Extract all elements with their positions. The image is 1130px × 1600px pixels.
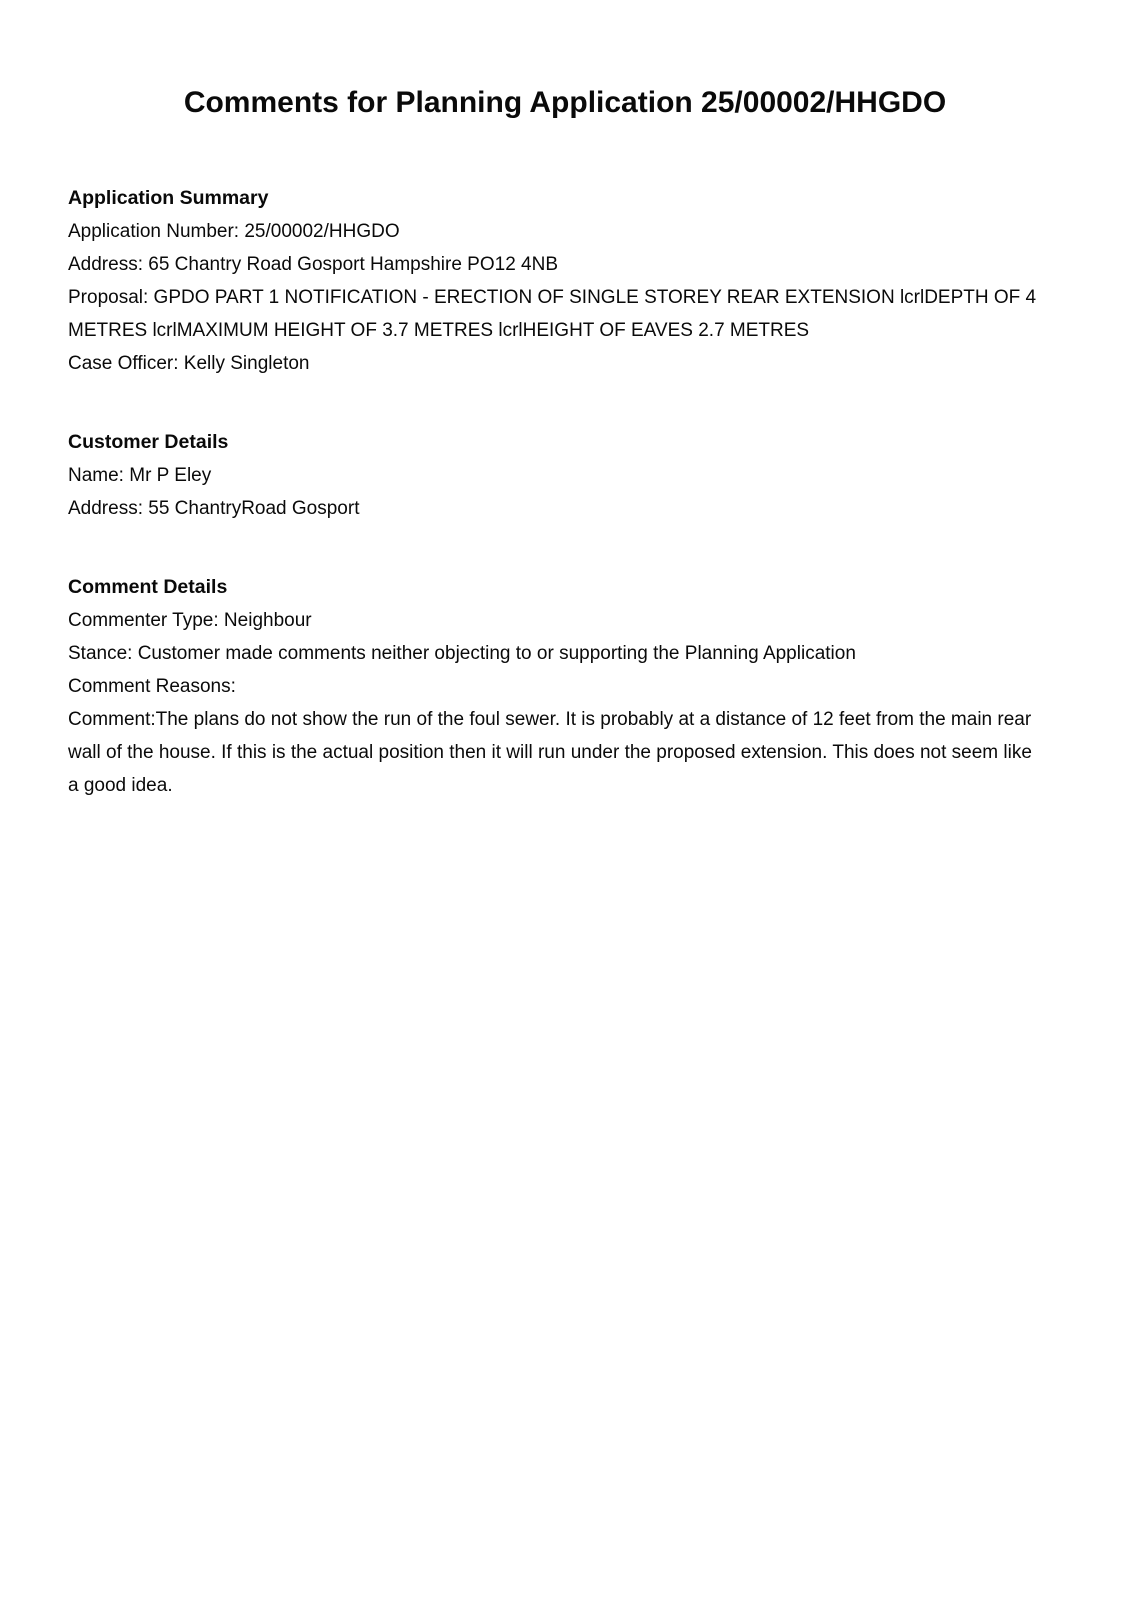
- section-comment-details: [68, 571, 1043, 802]
- application-number-line: Application Number: 25/00002/HHGDO: [68, 221, 400, 242]
- page-title: Comments for Planning Application 25/00002/HHGDO: [183, 86, 947, 119]
- stance-line: Stance: Customer made comments neither objecting to or supporting the Planning Application: [68, 643, 856, 664]
- customer-name-line: Name: Mr P Eley: [68, 465, 212, 486]
- case-officer-line: Case Officer: Kelly Singleton: [68, 353, 310, 374]
- application-proposal-line: Proposal: GPDO PART 1 NOTIFICATION - ERECTION OF SINGLE STOREY REAR EXTENSION lcrlDEPTH OF 4 METRES lcrlMAXIMUM HEIGHT OF 3.7 METRES lcrlHEIGHT OF EAVES 2.7 METRES: [68, 287, 1037, 341]
- customer-address-line: Address: 55 ChantryRoad Gosport: [68, 498, 360, 519]
- section-customer-details: [68, 426, 1043, 525]
- section-application-summary: [68, 182, 1043, 380]
- comment-details-heading: Comment Details: [68, 576, 228, 598]
- customer-details-heading: Customer Details: [68, 431, 229, 453]
- application-summary-heading: Application Summary: [68, 187, 269, 209]
- commenter-type-line: Commenter Type: Neighbour: [68, 610, 312, 631]
- comment-reasons-line: Comment Reasons:: [68, 676, 236, 697]
- application-address-line: Address: 65 Chantry Road Gosport Hampshire PO12 4NB: [68, 254, 559, 275]
- document-content: [68, 182, 1043, 802]
- comment-text-line: Comment:The plans do not show the run of the foul sewer. It is probably at a distance of 12 feet from the main rear wall of the house. If this is the actual position then it will run under the proposed extension. This does not seem like a good idea.: [68, 709, 1032, 796]
